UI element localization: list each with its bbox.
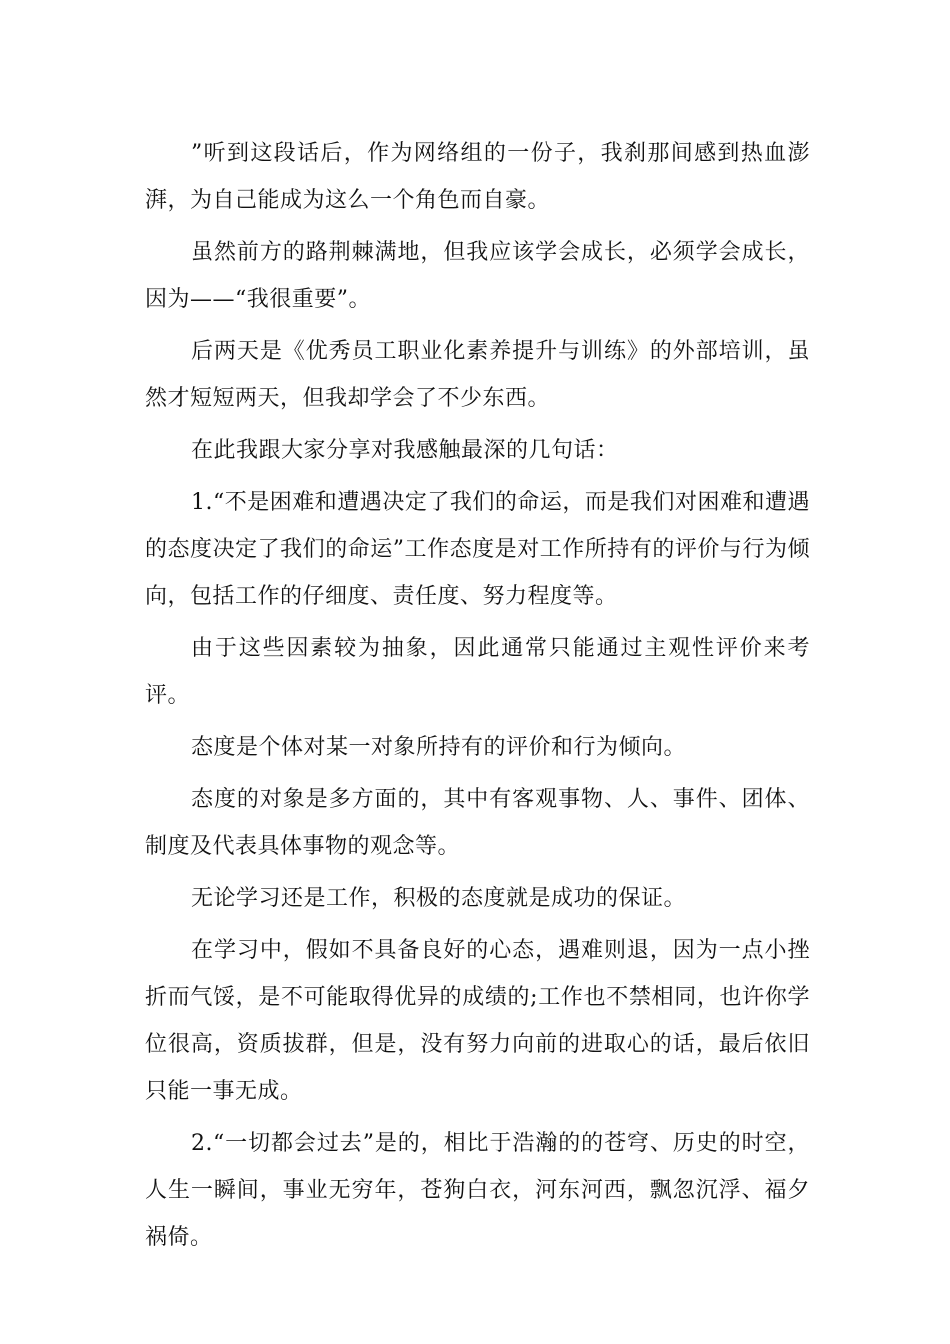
paragraph: ”听到这段话后，作为网络组的一份子，我刹那间感到热血澎湃，为自己能成为这么一个角色而自豪。	[145, 141, 810, 213]
paragraph: 在此我跟大家分享对我感触最深的几句话：	[191, 438, 619, 463]
paragraph: 虽然前方的路荆棘满地，但我应该学会成长，必须学会成长，因为——“我很重要”。	[145, 240, 810, 312]
paragraph: 后两天是《优秀员工职业化素养提升与训练》的外部培训，虽然才短短两天，但我却学会了不少东西。	[145, 339, 810, 411]
document-body	[145, 130, 810, 1266]
paragraph: 2.“一切都会过去”是的，相比于浩瀚的的苍穹、历史的时空，人生一瞬间，事业无穷年，苍狗白衣，河东河西，飘忽沉浮、福夕祸倚。	[145, 1131, 810, 1250]
paragraph: 无论学习还是工作，积极的态度就是成功的保证。	[191, 886, 687, 911]
paragraph: 1.“不是困难和遭遇决定了我们的命运，而是我们对困难和遭遇的态度决定了我们的命运”工作态度是对工作所持有的评价与行为倾向，包括工作的仔细度、责任度、努力程度等。	[145, 490, 810, 609]
paragraph: 态度的对象是多方面的，其中有客观事物、人、事件、团体、制度及代表具体事物的观念等。	[145, 787, 810, 859]
paragraph: 在学习中，假如不具备良好的心态，遇难则退，因为一点小挫折而气馁，是不可能取得优异的成绩的;工作也不禁相同，也许你学位很高，资质拔群，但是，没有努力向前的进取心的话，最后依旧只能一事无成。	[145, 938, 810, 1104]
paragraph: 由于这些因素较为抽象，因此通常只能通过主观性评价来考评。	[145, 636, 810, 708]
paragraph: 态度是个体对某一对象所持有的评价和行为倾向。	[191, 735, 687, 760]
